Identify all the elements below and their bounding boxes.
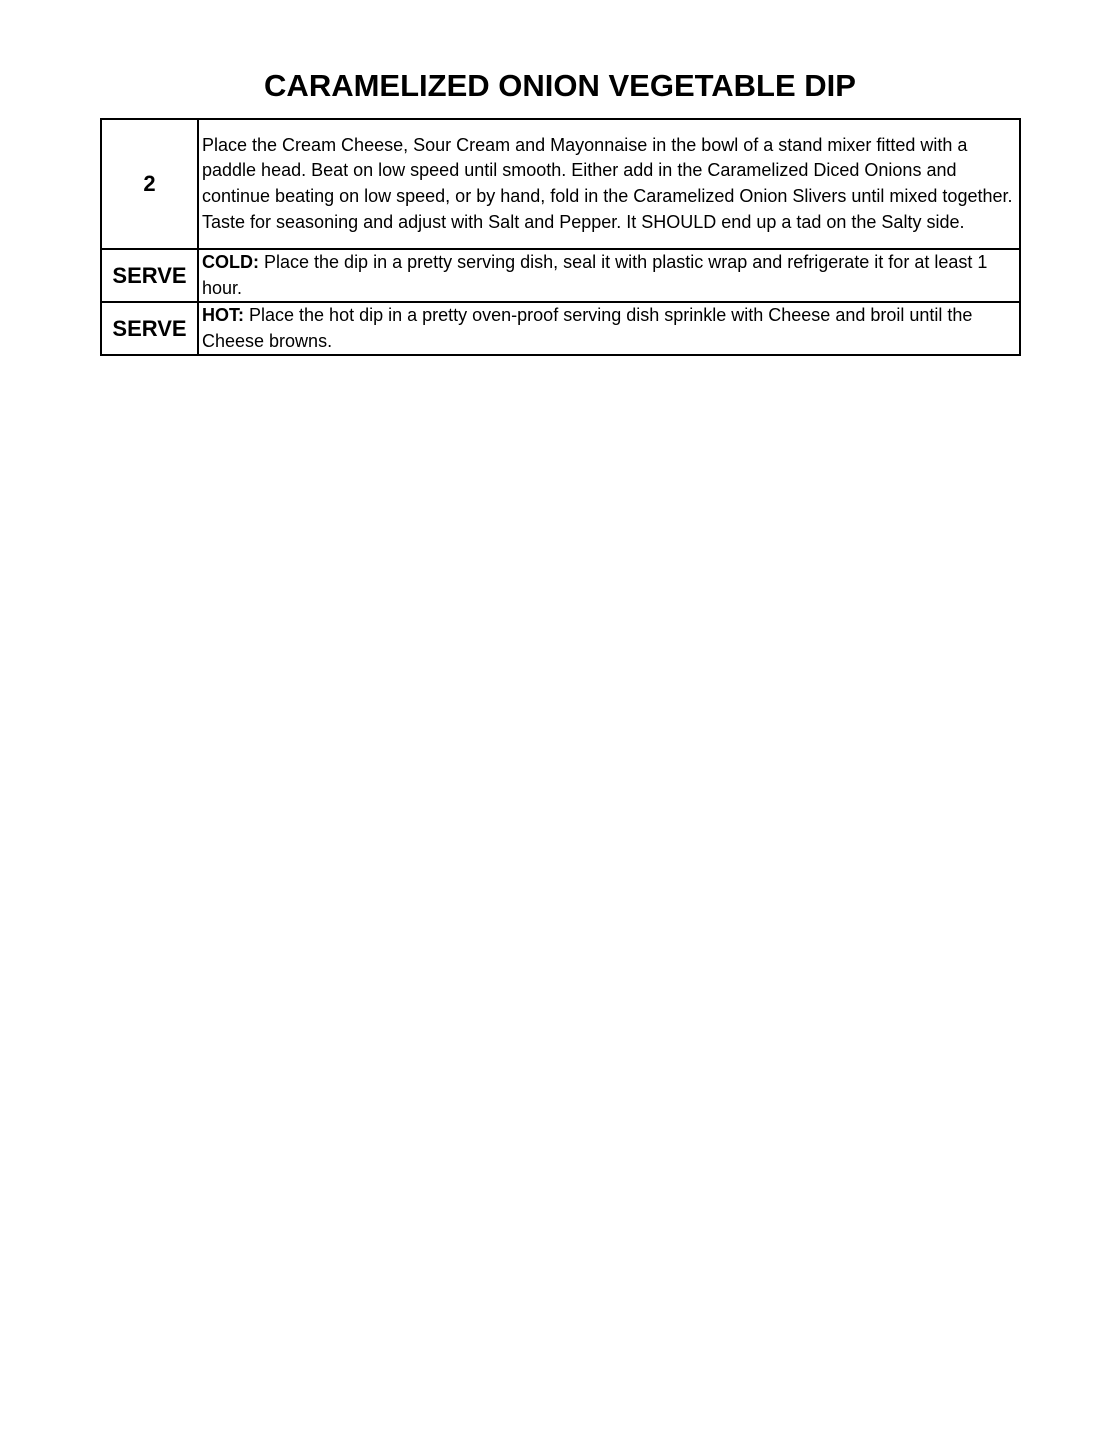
step-instructions (198, 302, 1020, 355)
step-instructions (198, 119, 1020, 249)
recipe-steps-table (100, 118, 1021, 356)
page-title: CARAMELIZED ONION VEGETABLE DIP (264, 68, 856, 103)
step-text: Place the dip in a pretty serving dish, seal it with plastic wrap and refrigerate it for at least 1 hour. (202, 252, 988, 298)
step-lead: HOT: (202, 305, 244, 326)
step-number: SERVE (101, 302, 198, 355)
table-row (101, 302, 1020, 355)
step-number: 2 (101, 119, 198, 249)
table-row (101, 119, 1020, 249)
step-text: Place the Cream Cheese, Sour Cream and Mayonnaise in the bowl of a stand mixer fitted with a paddle head. Beat on low speed until smooth. Either add in the Caramelized Diced Onions and continue beating on low speed, or by hand, fold in the Caramelized Onion Slivers until mixed together. Taste for seasoning and adjust with Salt and Pepper. It SHOULD end up a tad on the Salty side. (202, 134, 1013, 232)
step-instructions (198, 249, 1020, 302)
step-lead: COLD: (202, 252, 259, 272)
table-row (101, 249, 1020, 302)
step-number: SERVE (101, 249, 198, 302)
step-text: Place the hot dip in a pretty oven-proof serving dish sprinkle with Cheese and broil until the Cheese browns. (202, 305, 973, 351)
